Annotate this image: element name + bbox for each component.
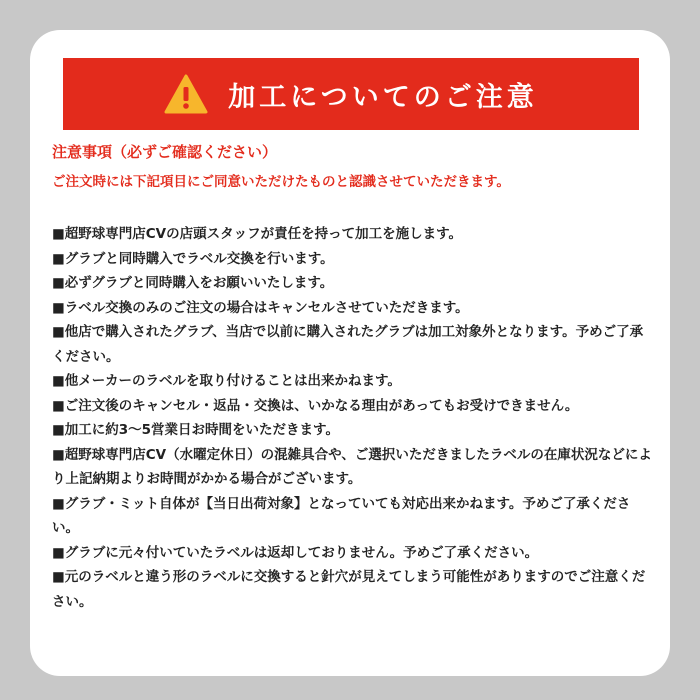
warning-icon	[164, 74, 208, 114]
list-item: ■超野球専門店CV（水曜定休日）の混雑具合や、ご選択いただきましたラベルの在庫状況などにより上記納期よりお時間がかかる場合がございます。	[52, 446, 652, 487]
list-item: ■グラブと同時購入でラベル交換を行います。	[52, 250, 334, 267]
list-item: ■超野球専門店CVの店頭スタッフが責任を持って加工を施します。	[52, 226, 463, 242]
list-item: ■加工に約3～5営業日お時間をいただきます。	[52, 422, 339, 438]
list-item: ■必ずグラブと同時購入をお願いいたします。	[52, 275, 334, 291]
list-item: ■ご注文後のキャンセル・返品・交換は、いかなる理由があってもお受けできません。	[52, 397, 579, 414]
notice-list	[52, 222, 652, 614]
notice-card	[30, 30, 670, 676]
consent-statement: ご注文時には下記項目にご同意いただけたものと認識させていただきます。	[52, 174, 510, 190]
banner-title: 加工についてのご注意	[228, 81, 538, 113]
notice-heading: 注意事項（必ずご確認ください）	[52, 143, 278, 161]
list-item: ■グラブ・ミット自体が【当日出荷対象】となっていても対応出来かねます。予めご了承ください。	[52, 495, 631, 536]
list-item: ■グラブに元々付いていたラベルは返却しておりません。予めご了承ください。	[52, 544, 539, 561]
list-item: ■ラベル交換のみのご注文の場合はキャンセルさせていただきます。	[52, 299, 469, 316]
title-banner	[63, 58, 639, 130]
list-item: ■元のラベルと違う形のラベルに交換すると針穴が見えてしまう可能性がありますのでご注意ください。	[52, 569, 646, 610]
list-item: ■他メーカーのラベルを取り付けることは出来かねます。	[52, 373, 401, 389]
list-item: ■他店で購入されたグラブ、当店で以前に購入されたグラブは加工対象外となります。予めご了承ください。	[52, 324, 644, 365]
